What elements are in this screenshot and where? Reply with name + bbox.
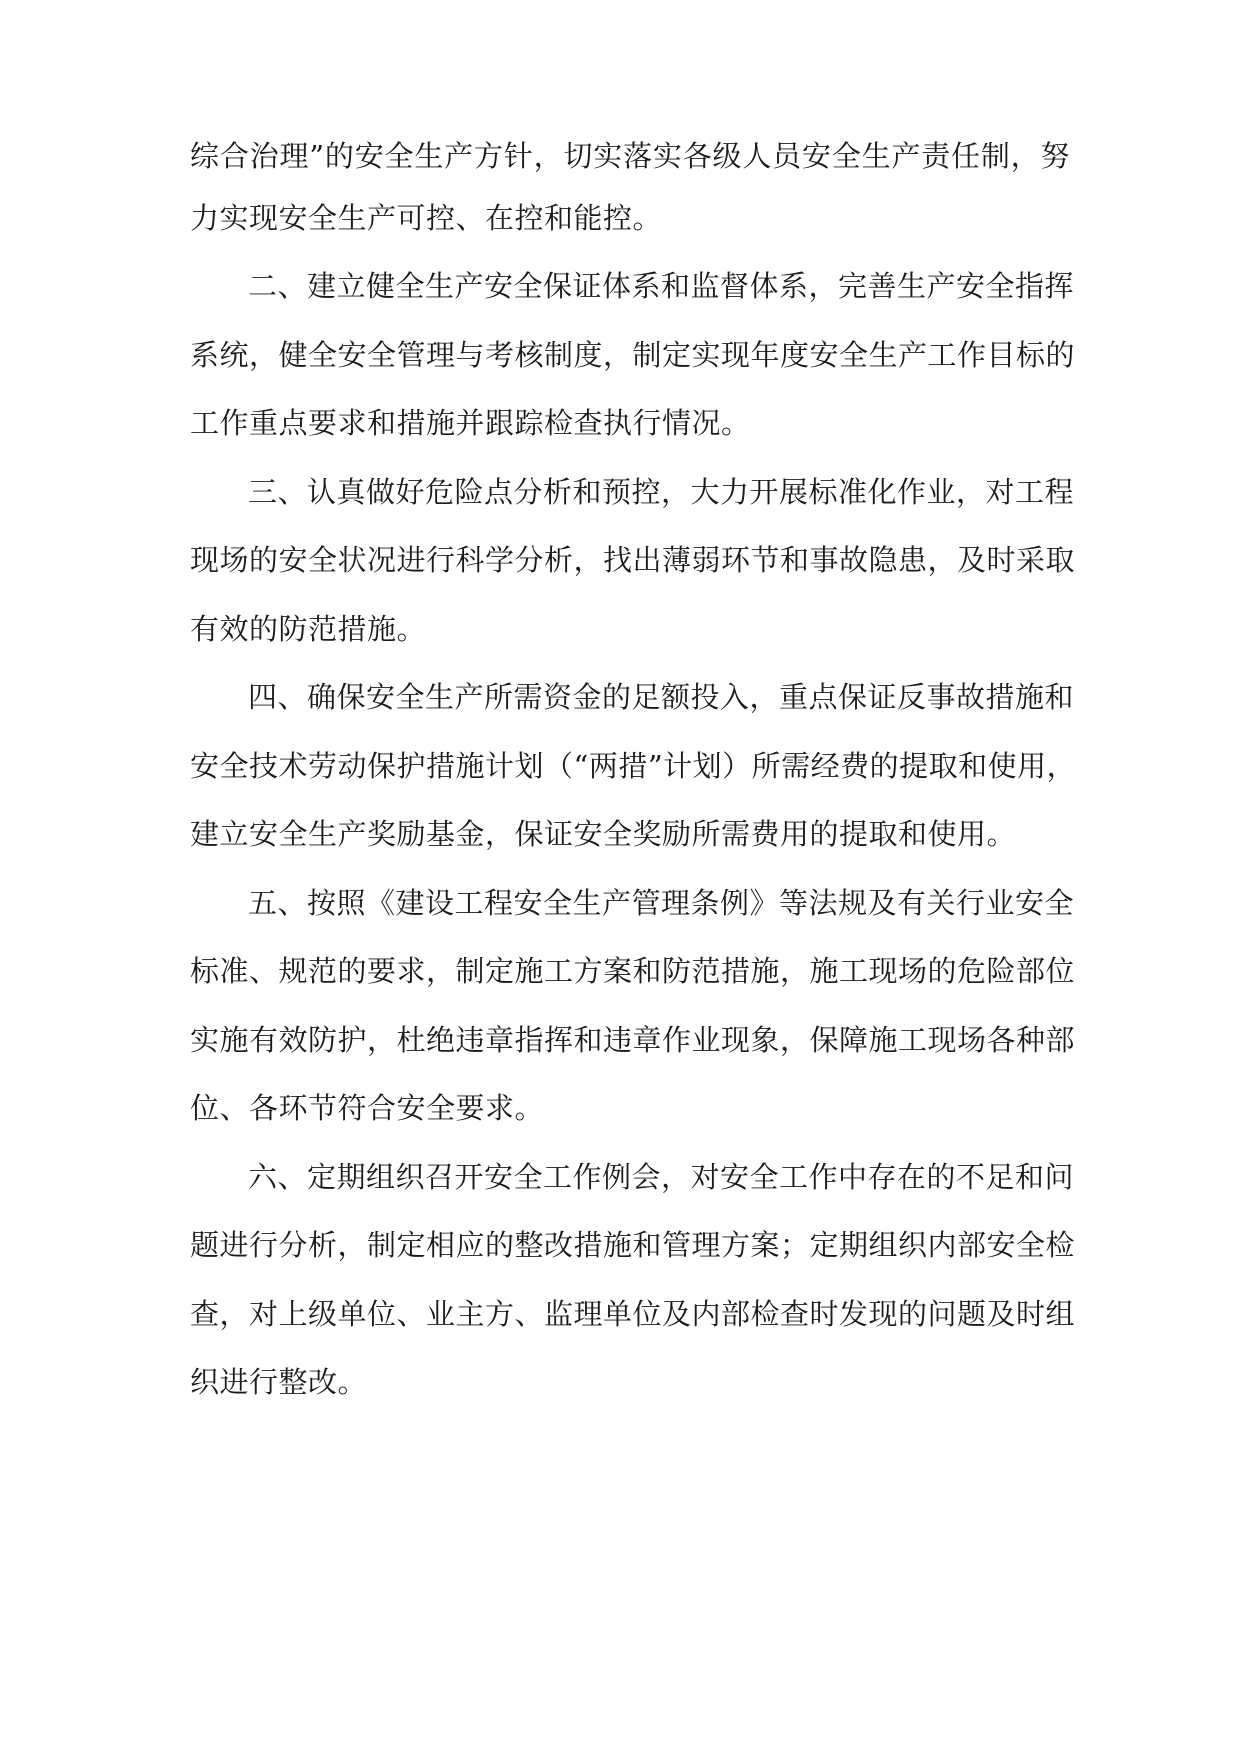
paragraph-2-line-3: 工作重点要求和措施并跟踪检查执行情况。 [190, 406, 751, 440]
paragraph-5-line-1: 五、按照《建设工程安全生产管理条例》等法规及有关行业安全 [248, 886, 1075, 920]
paragraph-4-line-1: 四、确保安全生产所需资金的足额投入，重点保证反事故措施和 [248, 680, 1075, 714]
paragraph-2-line-2: 系统，健全安全管理与考核制度，制定实现年度安全生产工作目标的 [190, 338, 1076, 372]
paragraph-4-line-3: 建立安全生产奖励基金，保证安全奖励所需费用的提取和使用。 [190, 817, 1017, 851]
paragraph-3-line-2: 现场的安全状况进行科学分析，找出薄弱环节和事故隐患，及时采取 [190, 543, 1076, 577]
paragraph-5-line-2: 标准、规范的要求，制定施工方案和防范措施，施工现场的危险部位 [190, 954, 1076, 988]
paragraph-1-line-2: 力实现安全生产可控、在控和能控。 [190, 201, 663, 235]
paragraph-6-line-1: 六、定期组织召开安全工作例会，对安全工作中存在的不足和问 [248, 1160, 1075, 1194]
paragraph-6-line-2: 题进行分析，制定相应的整改措施和管理方案；定期组织内部安全检 [190, 1228, 1076, 1262]
paragraph-3-line-3: 有效的防范措施。 [190, 612, 427, 646]
paragraph-1-line-1: 综合治理”的安全生产方针，切实落实各级人员安全生产责任制，努 [190, 139, 1070, 173]
paragraph-4-line-2: 安全技术劳动保护措施计划（“两措”计划）所需经费的提取和使用， [190, 749, 1077, 783]
paragraph-5-line-4: 位、各环节符合安全要求。 [190, 1091, 545, 1125]
paragraph-3-line-1: 三、认真做好危险点分析和预控，大力开展标准化作业，对工程 [248, 475, 1075, 509]
paragraph-6-line-3: 查，对上级单位、业主方、监理单位及内部检查时发现的问题及时组 [190, 1297, 1076, 1331]
paragraph-2-line-1: 二、建立健全生产安全保证体系和监督体系，完善生产安全指挥 [248, 269, 1075, 303]
paragraph-5-line-3: 实施有效防护，杜绝违章指挥和违章作业现象，保障施工现场各种部 [190, 1023, 1076, 1057]
paragraph-6-line-4: 织进行整改。 [190, 1365, 368, 1399]
